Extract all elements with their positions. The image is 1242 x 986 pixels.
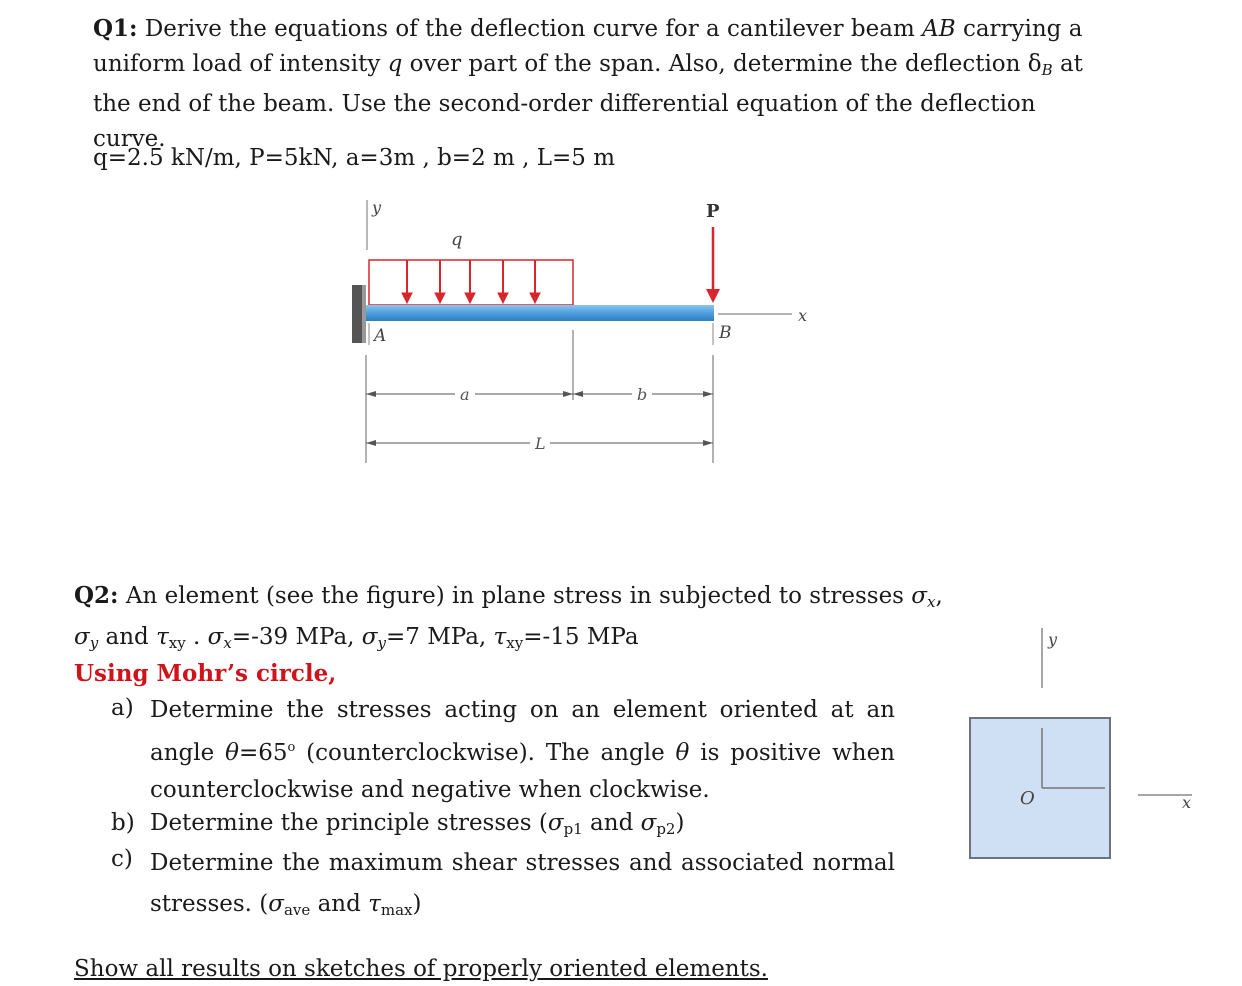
- sigma-symbol: σ: [74, 624, 90, 650]
- dimension-l: [366, 434, 713, 453]
- part-c-text-body: Determine the maximum shear stresses and associated normal stresses. (: [150, 850, 895, 917]
- distributed-load-arrows: [402, 260, 540, 303]
- sigma-symbol: σ: [640, 810, 657, 836]
- theta-symbol: θ: [225, 740, 239, 766]
- q1-label: Q1:: [93, 15, 138, 42]
- q1-given-values: q=2.5 kN/m, P=5kN, a=3m , b=2 m , L=5 m: [93, 145, 616, 171]
- comma: ,: [935, 583, 943, 609]
- degree-mark: o: [287, 740, 296, 755]
- part-a-text: [150, 692, 895, 809]
- close-paren: ): [675, 810, 685, 836]
- sub-max: max: [380, 901, 413, 919]
- sigma-symbol: σ: [207, 624, 224, 650]
- x-axis-label: x: [798, 306, 808, 325]
- part-a-text-3: is positive when counterclockwise and negative when clockwise.: [150, 740, 895, 803]
- part-a-text-1: Determine the stresses acting on an element oriented at an angle: [150, 697, 895, 766]
- close-paren: ): [412, 891, 422, 917]
- tau-xy-value: =-15 MPa: [523, 624, 639, 650]
- tau-symbol: τ: [156, 624, 169, 650]
- q1-text-1: Derive the equations of the deflection curve for a cantilever beam: [144, 16, 915, 42]
- sub-x: x: [223, 634, 232, 652]
- dim-l-label: L: [535, 434, 546, 453]
- dimension-a: [366, 385, 573, 404]
- separator: .: [193, 624, 201, 650]
- q1-text-3: over part of the span. Also, determine the deflection δ: [409, 50, 1042, 77]
- part-b-text-body: Determine the principle stresses (: [150, 810, 548, 836]
- q1-text-2: carrying a uniform load of intensity: [93, 16, 1083, 77]
- tau-symbol: τ: [493, 624, 507, 650]
- theta-symbol: θ: [675, 740, 690, 766]
- cantilever-figure: [340, 195, 840, 470]
- point-b-label: B: [719, 323, 732, 343]
- part-a-marker: a): [111, 695, 134, 721]
- sub-x: x: [927, 593, 936, 611]
- sigma-symbol: σ: [547, 810, 564, 836]
- dimension-b: [573, 385, 713, 404]
- q2-text-1: An element (see the figure) in plane stress in subjected to stresses: [125, 583, 904, 609]
- q2-line-2: [74, 621, 639, 655]
- q1-q-symbol: q: [387, 50, 403, 77]
- part-b-marker: b): [111, 810, 135, 836]
- sub-ave: ave: [283, 901, 311, 919]
- using-mohr-heading: Using Mohr’s circle,: [74, 660, 337, 687]
- sub-y: y: [377, 634, 386, 652]
- y-axis-label: y: [1048, 630, 1058, 649]
- q1-text-4: at the end of the beam. Use the second-order differential equation of the deflection curve.: [93, 50, 1083, 152]
- theta-value: =65: [238, 740, 288, 766]
- beam: [366, 305, 714, 321]
- sub-p1: p1: [563, 820, 583, 838]
- q2-label: Q2:: [74, 582, 119, 609]
- sub-p2: p2: [656, 820, 676, 838]
- tau-symbol: τ: [368, 891, 381, 917]
- q1-statement: [93, 12, 1105, 156]
- part-b-text: [150, 807, 684, 841]
- and-word: and: [105, 624, 149, 650]
- sigma-x-value: =-39 MPa,: [231, 624, 355, 650]
- sigma-symbol: σ: [268, 891, 284, 917]
- stress-element-figure: [960, 620, 1220, 870]
- sub-y: y: [89, 634, 99, 652]
- x-axis-label: x: [1182, 793, 1192, 812]
- part-c-text: [150, 843, 895, 931]
- q1-delta-sub: B: [1041, 60, 1053, 79]
- y-axis-label: y: [372, 198, 382, 217]
- distributed-load-label: q: [451, 229, 463, 250]
- sigma-symbol: σ: [361, 624, 378, 650]
- point-a-label: A: [374, 326, 387, 346]
- and-word: and: [317, 891, 361, 917]
- footer-instruction: Show all results on sketches of properly oriented elements.: [74, 956, 768, 982]
- q1-beam-name: AB: [922, 16, 956, 42]
- sub-xy: xy: [506, 634, 524, 652]
- sigma-symbol: σ: [911, 583, 927, 609]
- dim-a-label: a: [460, 385, 470, 404]
- part-c-marker: c): [111, 846, 133, 872]
- sub-xy: xy: [168, 634, 186, 652]
- point-load-label: P: [706, 201, 720, 222]
- sigma-y-value: =7 MPa,: [385, 624, 487, 650]
- q2-line-1: [74, 579, 943, 614]
- origin-label: O: [1020, 788, 1035, 809]
- and-word: and: [590, 810, 634, 836]
- part-a-text-2: (counterclockwise). The angle: [295, 740, 676, 766]
- dim-b-label: b: [637, 385, 648, 404]
